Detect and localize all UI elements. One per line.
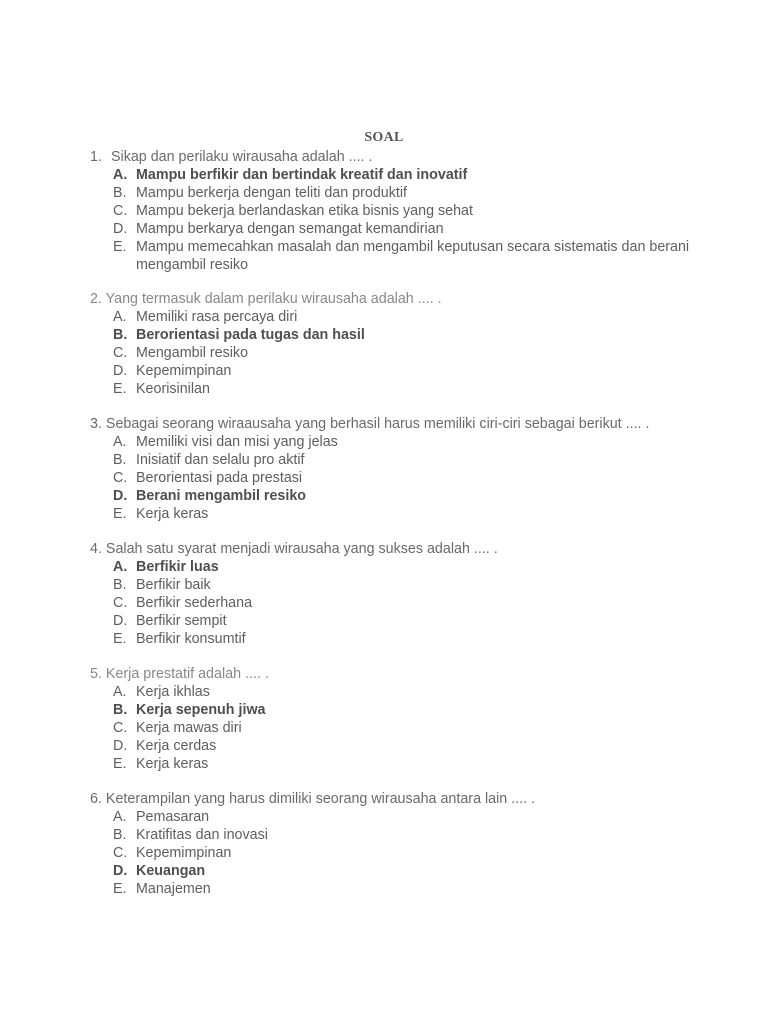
option-d bbox=[90, 612, 710, 630]
option-letter: C. bbox=[113, 203, 128, 219]
option-list bbox=[90, 433, 710, 523]
option-a bbox=[90, 308, 710, 326]
document-title: SOAL bbox=[364, 130, 404, 145]
option-letter: B. bbox=[113, 185, 127, 201]
question-number: 4. bbox=[90, 541, 102, 557]
option-c bbox=[90, 844, 710, 862]
option-d bbox=[90, 220, 710, 238]
question-stem bbox=[90, 148, 710, 166]
option-d bbox=[90, 487, 710, 505]
option-text: Berorientasi pada tugas dan hasil bbox=[136, 327, 365, 343]
option-letter: D. bbox=[113, 863, 128, 879]
question-text: Sebagai seorang wiraausaha yang berhasil harus memiliki ciri-ciri sebagai berikut .... . bbox=[105, 416, 650, 432]
option-text: Kratifitas dan inovasi bbox=[136, 827, 268, 843]
option-b bbox=[90, 326, 710, 344]
option-b bbox=[90, 701, 710, 719]
option-text: Berani mengambil resiko bbox=[136, 488, 307, 504]
question-stem bbox=[90, 665, 710, 683]
option-text: Kepemimpinan bbox=[136, 845, 232, 861]
question-4 bbox=[90, 540, 710, 648]
option-text: Manajemen bbox=[136, 881, 211, 897]
option-text: Mengambil resiko bbox=[136, 345, 249, 361]
question-stem bbox=[90, 290, 710, 308]
option-e bbox=[90, 880, 710, 898]
option-letter: B. bbox=[113, 452, 127, 468]
option-c bbox=[90, 594, 710, 612]
option-text: Kerja cerdas bbox=[136, 738, 217, 754]
option-text: Mampu memecahkan masalah dan mengambil keputusan secara sistematis dan berani mengambil resiko bbox=[136, 239, 690, 273]
question-1 bbox=[90, 148, 710, 274]
option-text: Memiliki rasa percaya diri bbox=[136, 309, 298, 325]
option-text: Kepemimpinan bbox=[136, 363, 232, 379]
option-d bbox=[90, 737, 710, 755]
option-list bbox=[90, 808, 710, 898]
option-letter: D. bbox=[113, 363, 128, 379]
option-letter: E. bbox=[113, 631, 127, 647]
question-text: Sikap dan perilaku wirausaha adalah .... . bbox=[111, 149, 373, 165]
question-5 bbox=[90, 665, 710, 773]
option-letter: A. bbox=[113, 559, 128, 575]
option-letter: B. bbox=[113, 827, 127, 843]
option-letter: A. bbox=[113, 167, 128, 183]
option-text: Keuangan bbox=[136, 863, 206, 879]
option-text: Mampu berkerja dengan teliti dan produktif bbox=[136, 185, 408, 201]
option-a bbox=[90, 558, 710, 576]
question-text: Salah satu syarat menjadi wirausaha yang sukses adalah .... . bbox=[105, 541, 498, 557]
question-stem bbox=[90, 790, 710, 808]
option-a bbox=[90, 683, 710, 701]
option-text: Memiliki visi dan misi yang jelas bbox=[136, 434, 338, 450]
option-letter: A. bbox=[113, 809, 127, 825]
option-letter: C. bbox=[113, 720, 128, 736]
option-b bbox=[90, 184, 710, 202]
question-3 bbox=[90, 415, 710, 523]
question-number: 6. bbox=[90, 791, 102, 807]
option-text: Berfikir sederhana bbox=[136, 595, 253, 611]
option-letter: C. bbox=[113, 345, 128, 361]
option-letter: D. bbox=[113, 613, 128, 629]
question-number: 2. bbox=[90, 291, 102, 307]
option-letter: B. bbox=[113, 577, 127, 593]
option-a bbox=[90, 808, 710, 826]
option-letter: D. bbox=[113, 738, 128, 754]
option-b bbox=[90, 826, 710, 844]
option-list bbox=[90, 166, 710, 274]
option-c bbox=[90, 469, 710, 487]
option-text: Mampu berfikir dan bertindak kreatif dan inovatif bbox=[136, 167, 468, 183]
option-text: Berfikir baik bbox=[136, 577, 211, 593]
option-list bbox=[90, 683, 710, 773]
question-text: Keterampilan yang harus dimiliki seorang wirausaha antara lain .... . bbox=[105, 791, 536, 807]
option-c bbox=[90, 202, 710, 220]
option-text: Kerja ikhlas bbox=[136, 684, 210, 700]
option-letter: C. bbox=[113, 845, 128, 861]
option-letter: B. bbox=[113, 327, 128, 343]
question-stem bbox=[90, 540, 710, 558]
option-text: Mampu bekerja berlandaskan etika bisnis yang sehat bbox=[136, 203, 473, 219]
option-b bbox=[90, 576, 710, 594]
option-text: Berfikir luas bbox=[136, 559, 219, 575]
option-e bbox=[90, 238, 710, 274]
option-text: Kerja sepenuh jiwa bbox=[136, 702, 266, 718]
question-number: 3. bbox=[90, 416, 102, 432]
option-list bbox=[90, 308, 710, 398]
option-e bbox=[90, 380, 710, 398]
option-e bbox=[90, 755, 710, 773]
option-letter: D. bbox=[113, 488, 128, 504]
option-d bbox=[90, 862, 710, 880]
question-number: 1. bbox=[90, 149, 102, 165]
option-text: Inisiatif dan selalu pro aktif bbox=[136, 452, 305, 468]
option-letter: E. bbox=[113, 381, 127, 397]
option-letter: A. bbox=[113, 434, 127, 450]
option-letter: C. bbox=[113, 470, 128, 486]
question-6 bbox=[90, 790, 710, 898]
option-text: Kerja keras bbox=[136, 506, 209, 522]
option-letter: E. bbox=[113, 756, 127, 772]
option-letter: D. bbox=[113, 221, 128, 237]
option-c bbox=[90, 719, 710, 737]
option-letter: E. bbox=[113, 239, 127, 255]
option-letter: E. bbox=[113, 506, 127, 522]
option-text: Berfikir sempit bbox=[136, 613, 227, 629]
option-letter: B. bbox=[113, 702, 128, 718]
option-text: Pemasaran bbox=[136, 809, 210, 825]
option-b bbox=[90, 451, 710, 469]
option-text: Mampu berkarya dengan semangat kemandirian bbox=[136, 221, 444, 237]
option-text: Berfikir konsumtif bbox=[136, 631, 246, 647]
option-e bbox=[90, 505, 710, 523]
question-text: Yang termasuk dalam perilaku wirausaha adalah .... . bbox=[105, 291, 442, 307]
option-text: Keorisinilan bbox=[136, 381, 210, 397]
option-d bbox=[90, 362, 710, 380]
option-letter: A. bbox=[113, 684, 127, 700]
option-e bbox=[90, 630, 710, 648]
option-letter: A. bbox=[113, 309, 127, 325]
question-number: 5. bbox=[90, 666, 102, 682]
question-text: Kerja prestatif adalah .... . bbox=[105, 666, 269, 682]
option-text: Berorientasi pada prestasi bbox=[136, 470, 303, 486]
option-list bbox=[90, 558, 710, 648]
question-2 bbox=[90, 290, 710, 398]
option-letter: E. bbox=[113, 881, 127, 897]
question-stem bbox=[90, 415, 710, 433]
option-c bbox=[90, 344, 710, 362]
option-a bbox=[90, 433, 710, 451]
option-letter: C. bbox=[113, 595, 128, 611]
option-text: Kerja mawas diri bbox=[136, 720, 242, 736]
option-text: Kerja keras bbox=[136, 756, 209, 772]
option-a bbox=[90, 166, 710, 184]
